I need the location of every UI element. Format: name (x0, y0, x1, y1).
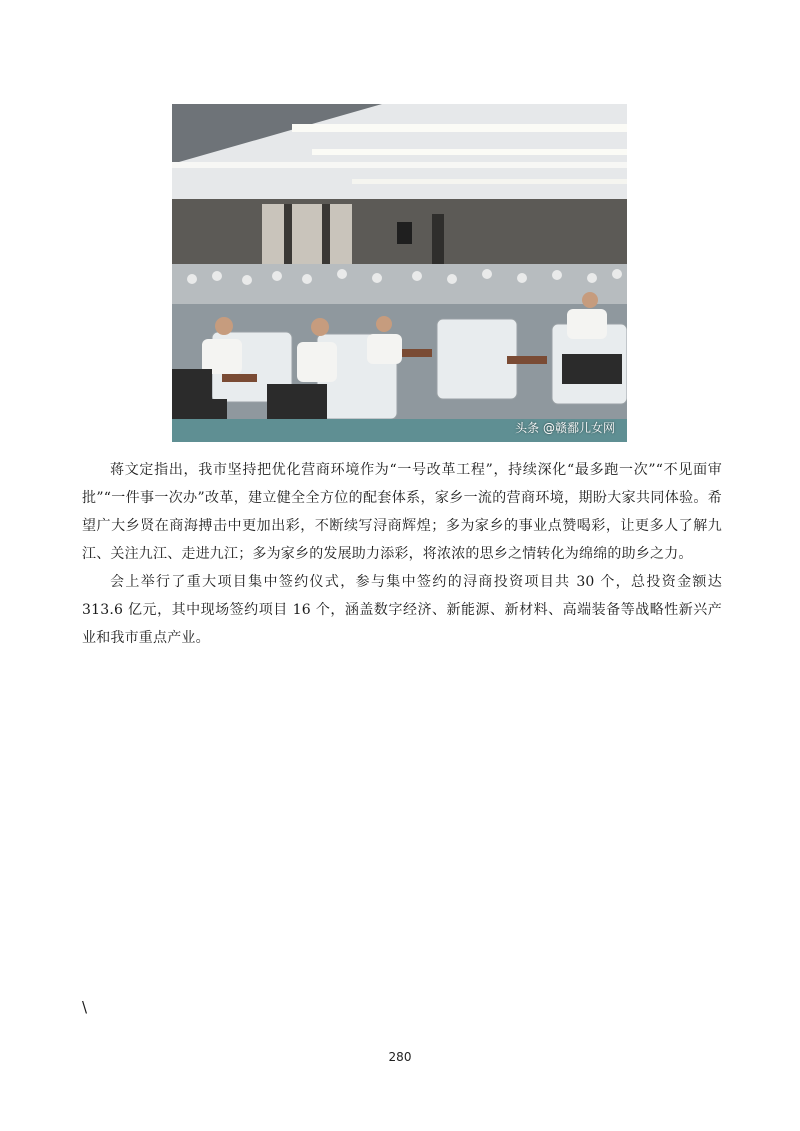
article-body (82, 456, 722, 652)
photo-watermark: 头条 @赣鄱儿女网 (515, 421, 615, 435)
conference-hall-illustration (172, 104, 627, 442)
paragraph-2: 会上举行了重大项目集中签约仪式，参与集中签约的浔商投资项目共 30 个，总投资金额达 313.6 亿元，其中现场签约项目 16 个，涵盖数字经济、新能源、新材料、高端装备等战略性新兴产业和我市重点产业。 (82, 574, 722, 646)
paragraph-1: 蒋文定指出，我市坚持把优化营商环境作为“一号改革工程”，持续深化“最多跑一次”“不见面审批”“一件事一次办”改革，建立健全全方位的配套体系，家乡一流的营商环境，期盼大家共同体验。希望广大乡贤在商海搏击中更加出彩，不断续写浔商辉煌；多为家乡的事业点赞喝彩，让更多人了解九江、关注九江、走进九江；多为家乡的发展助力添彩，将浓浓的思乡之情转化为绵绵的助乡之力。 (82, 462, 722, 562)
stray-mark: \ (82, 998, 88, 1016)
conference-photo (172, 104, 627, 442)
page-number: 280 (388, 1050, 412, 1064)
